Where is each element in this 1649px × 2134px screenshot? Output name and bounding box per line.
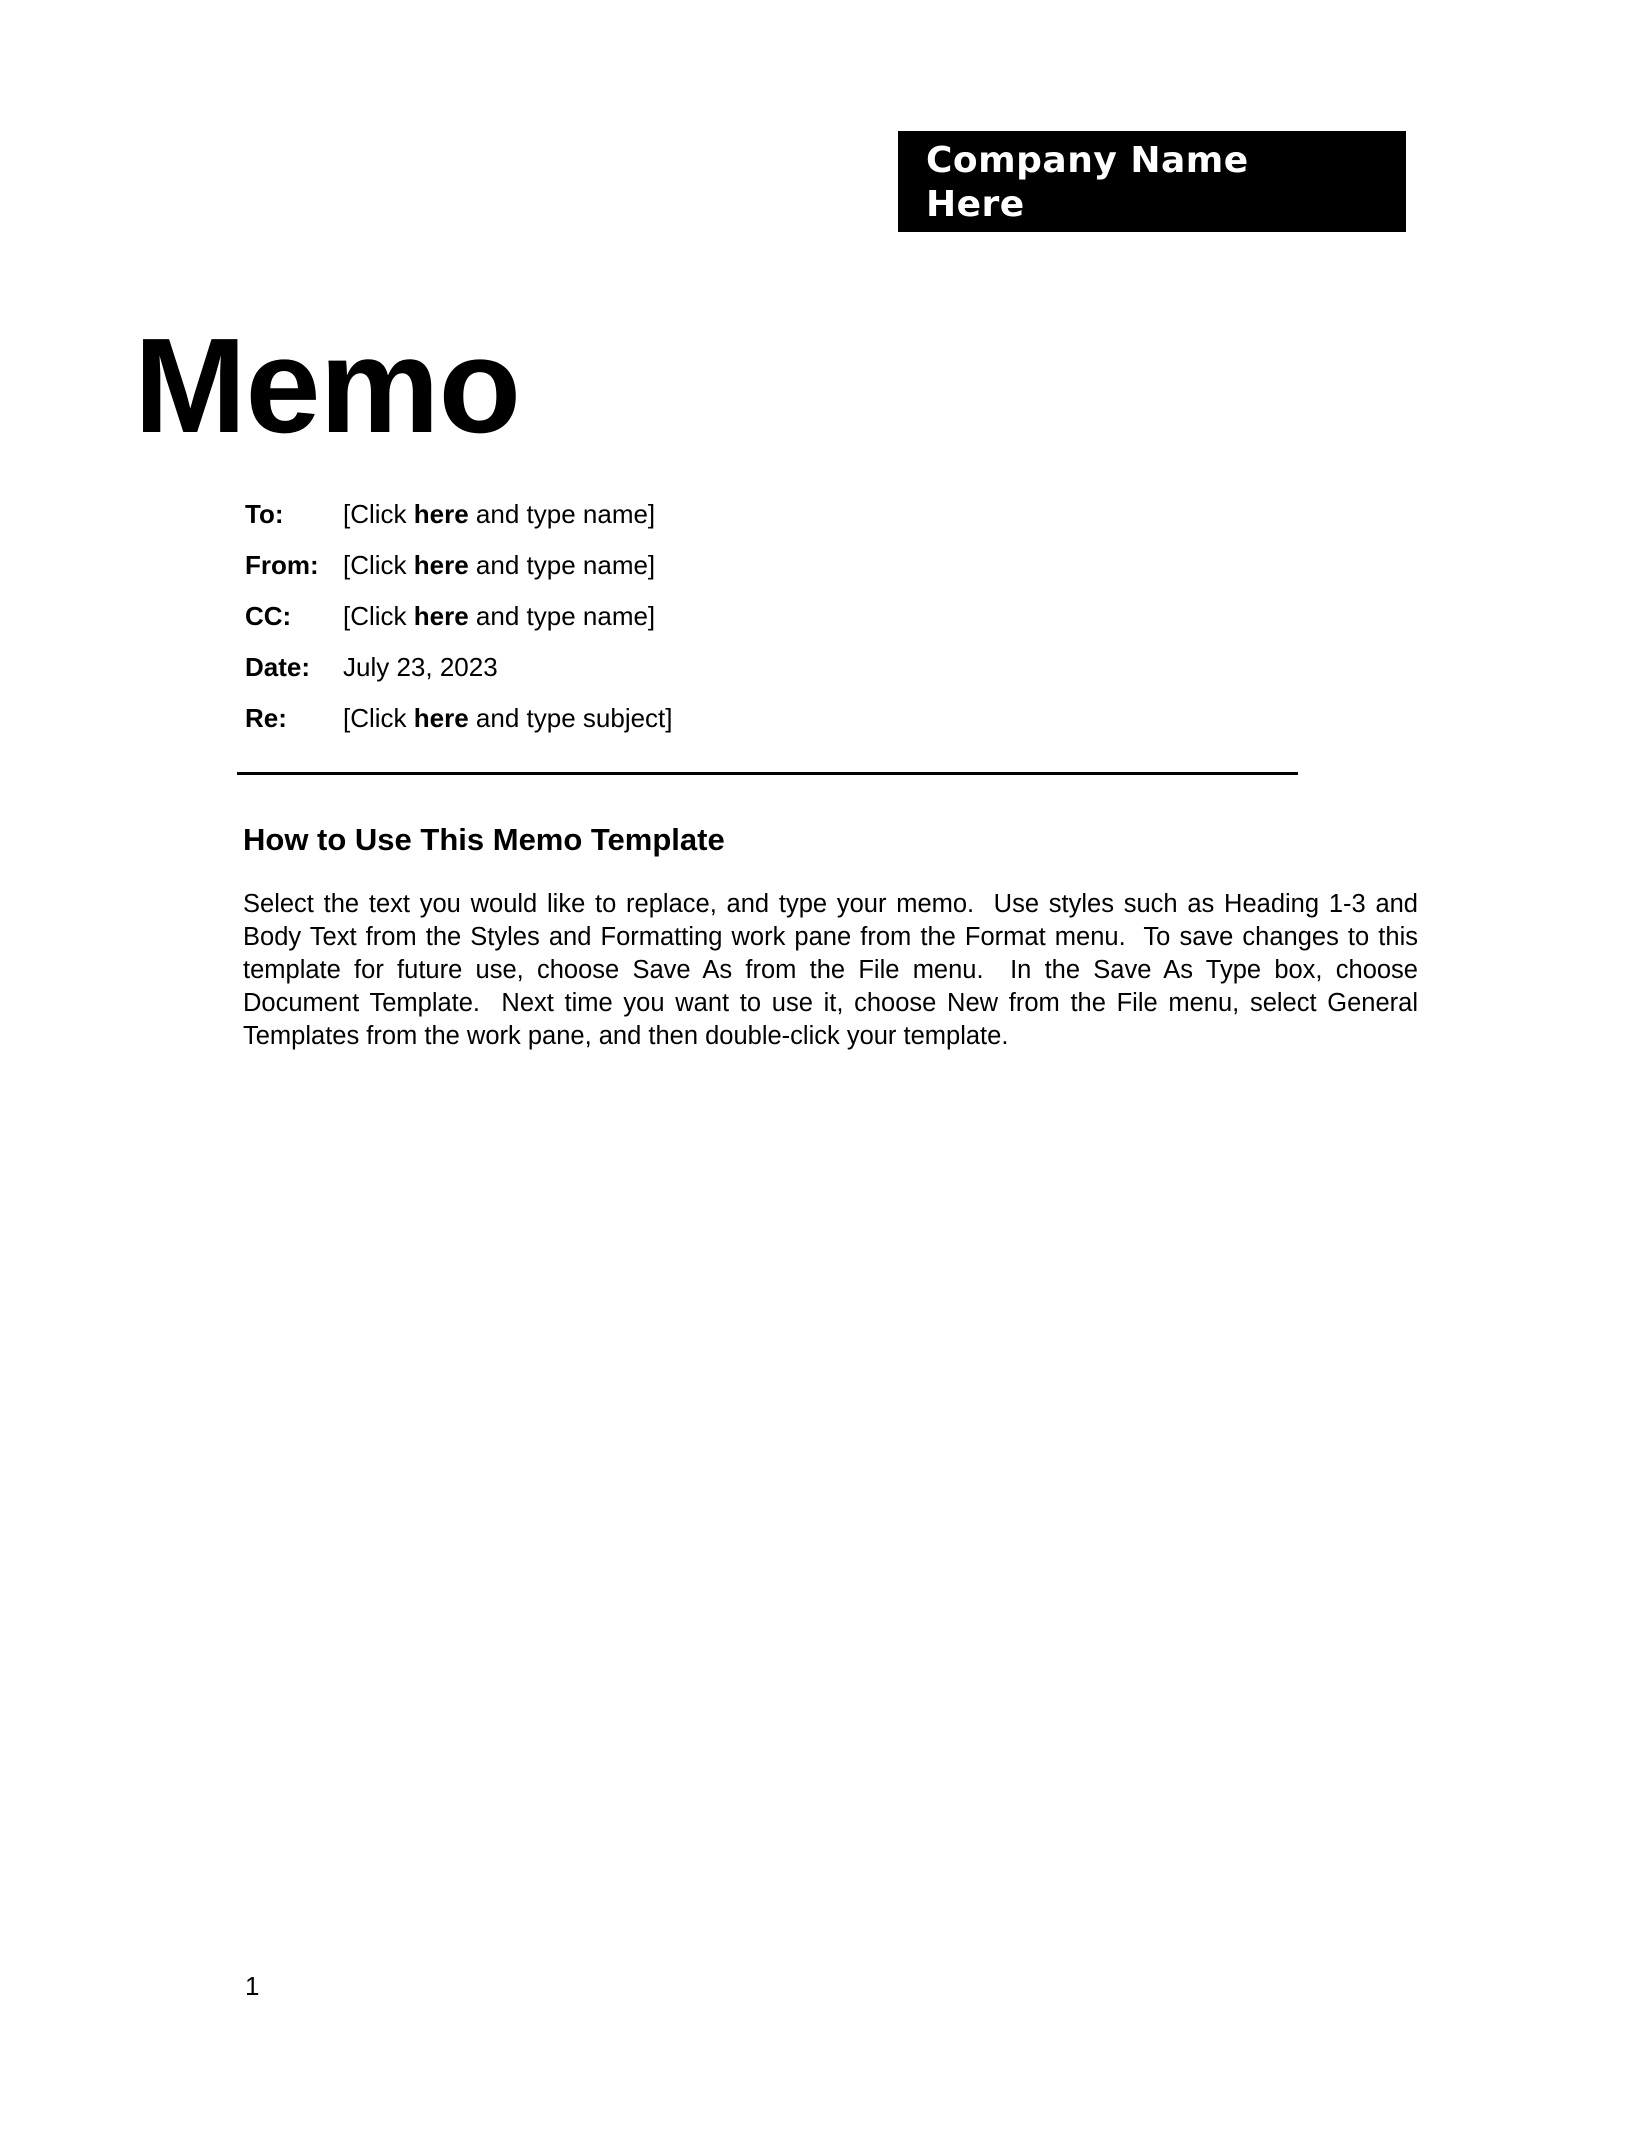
- section-heading: How to Use This Memo Template: [243, 822, 725, 857]
- field-label-re: Re:: [245, 703, 287, 733]
- placeholder-pre: [Click: [343, 499, 414, 529]
- placeholder-post: and type name]: [468, 550, 656, 580]
- placeholder-bold: here: [413, 703, 469, 733]
- body-paragraph: Select the text you would like to replace, and type your memo. Use styles such as Heading 1-3 and Body Text from the Styles and Formatting work pane from the Format menu. To save changes to this template for future use, choose Save As from the File menu. In the Save As Type box, choose Document Template. Next time you want to use it, choose New from the File menu, select General Templates from the work pane, and then double-click your template.: [243, 890, 1426, 1050]
- company-name-banner[interactable]: [898, 131, 1406, 232]
- date-value: July 23, 2023: [343, 652, 498, 682]
- placeholder-post: and type subject]: [468, 703, 673, 733]
- field-value-date[interactable]: [343, 652, 498, 683]
- field-row-to: [245, 489, 1145, 540]
- field-label-from: From:: [245, 550, 319, 580]
- field-row-cc: [245, 591, 1145, 642]
- field-label-date: Date:: [245, 652, 311, 682]
- company-name-line2: Here: [926, 184, 1025, 225]
- company-name-line1: Company Name: [926, 140, 1249, 181]
- field-value-re[interactable]: [343, 703, 673, 734]
- field-value-cc[interactable]: [343, 601, 655, 632]
- placeholder-pre: [Click: [343, 550, 414, 580]
- field-row-date: [245, 642, 1145, 693]
- field-label-cc: CC:: [245, 601, 292, 631]
- page-number: 1: [245, 1971, 260, 2001]
- memo-title: Memo: [134, 310, 521, 461]
- field-label-to: To:: [245, 499, 284, 529]
- separator-rule: [237, 772, 1298, 775]
- field-row-re: [245, 693, 1145, 744]
- placeholder-bold: here: [413, 601, 469, 631]
- memo-header-fields: [245, 489, 1145, 744]
- field-value-to[interactable]: [343, 499, 655, 530]
- placeholder-pre: [Click: [343, 601, 414, 631]
- field-value-from[interactable]: [343, 550, 655, 581]
- placeholder-post: and type name]: [468, 499, 656, 529]
- field-row-from: [245, 540, 1145, 591]
- placeholder-post: and type name]: [468, 601, 656, 631]
- placeholder-pre: [Click: [343, 703, 414, 733]
- placeholder-bold: here: [413, 550, 469, 580]
- placeholder-bold: here: [413, 499, 469, 529]
